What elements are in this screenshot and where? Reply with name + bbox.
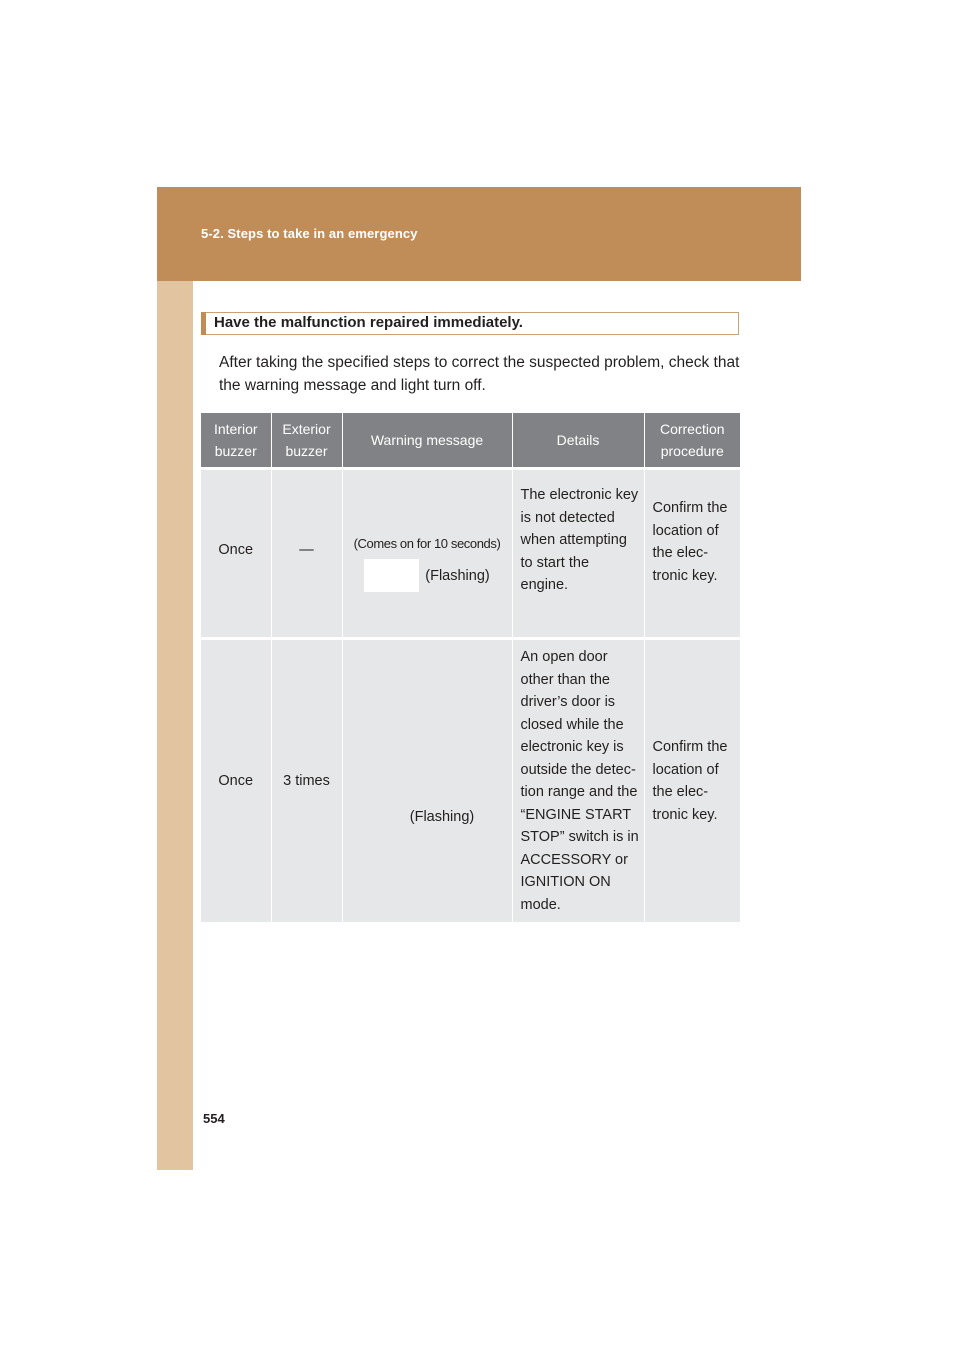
- interior-buzzer-cell: [201, 639, 271, 923]
- table-row: [201, 469, 740, 639]
- subheading-title: Have the malfunction repaired immediately.: [214, 314, 523, 331]
- col-header-details: Details: [512, 413, 644, 469]
- exterior-buzzer-value: —: [299, 542, 314, 559]
- details-text: The electronic key is not detected when attempting to start the engine.: [520, 487, 639, 593]
- page-number: 554: [203, 1111, 225, 1126]
- message-state: (Flashing): [409, 808, 475, 825]
- interior-buzzer-value: Once: [218, 772, 254, 789]
- col-header-interior-buzzer: Interior buzzer: [201, 413, 271, 469]
- interior-buzzer-value: Once: [218, 542, 254, 559]
- warning-table: [201, 413, 740, 922]
- intro-paragraph: After taking the specified steps to correct the suspected problem, check that the warning message and light turn off.: [219, 354, 740, 394]
- table-row: [201, 639, 740, 923]
- col-header-correction-procedure: Correction procedure: [644, 413, 740, 469]
- section-label: 5-2. Steps to take in an emergency: [201, 226, 418, 241]
- exterior-buzzer-cell: [271, 639, 342, 923]
- details-cell: [512, 469, 644, 639]
- table-header-row: [201, 413, 740, 469]
- exterior-buzzer-cell: [271, 469, 342, 639]
- warning-message-image: [364, 559, 419, 592]
- col-header-exterior-buzzer: Exterior buzzer: [271, 413, 342, 469]
- procedure-cell: [644, 469, 740, 639]
- details-cell: [512, 639, 644, 923]
- col-header-warning-message: Warning message: [342, 413, 512, 469]
- warning-message-cell: [342, 469, 512, 639]
- procedure-text: Confirm the location of the elec- tronic key.: [652, 739, 728, 823]
- exterior-buzzer-value: 3 times: [283, 772, 330, 789]
- details-text: An open door other than the driver’s door is closed while the electronic key is outside the detec- tion range and the “ENGINE START STOP” switch is in ACCESSORY or IGNITION ON mode.: [520, 649, 639, 913]
- subheading-box: [201, 312, 739, 335]
- message-state: (Flashing): [425, 567, 490, 584]
- warning-message-cell: [342, 639, 512, 923]
- subheading-accent-bar: [201, 312, 206, 335]
- interior-buzzer-cell: [201, 469, 271, 639]
- procedure-cell: [644, 639, 740, 923]
- message-caption: (Comes on for 10 seconds): [353, 535, 501, 551]
- side-band: [157, 187, 193, 1170]
- procedure-text: Confirm the location of the elec- tronic key.: [652, 500, 728, 584]
